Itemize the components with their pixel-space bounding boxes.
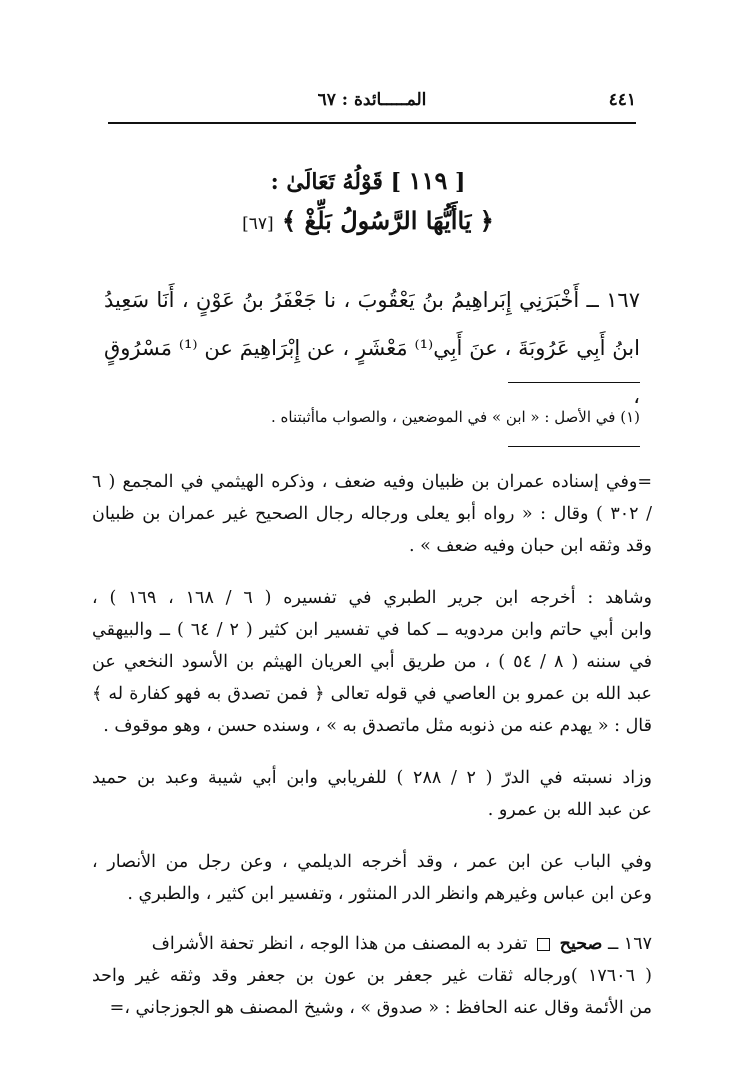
commentary-paragraph <box>92 466 652 562</box>
verse-text: ﴿ يَاأَيُّهَا الرَّسُولُ بَلِّغْ ﴾ <box>282 206 494 235</box>
commentary-line: من الأئمة وقال عنه الحافظ : « صدوق » ، وشيخ المصنف هو الجوزجاني ،= <box>109 998 652 1018</box>
commentary-line <box>92 928 652 960</box>
page-header <box>108 86 636 124</box>
heading-open-bracket: [ <box>455 169 466 195</box>
verse-heading <box>100 206 636 235</box>
commentary-line: وشاهد : أخرجه ابن جرير الطبري في تفسيره ( ٦ / ١٦٨ ، ١٦٩ ) ، <box>92 588 652 608</box>
running-title: المـــــائدة : ٦٧ <box>317 90 427 110</box>
hadith-line: ابنُ أَبِي عَرُوبَةَ ، عنَ أَبِي⁽¹⁾ مَعْشَرٍ ، عن إِبْرَاهِيمَ عن ⁽¹⁾ مَسْرُوقٍ ، <box>104 336 640 408</box>
commentary-paragraph <box>92 762 652 826</box>
commentary-paragraph <box>92 582 652 742</box>
commentary-line: / ٣٠٢ ) وقال : « رواه أبو يعلى ورجاله رجال الصحيح غير عمران بن ظبيان <box>92 504 652 524</box>
commentary-paragraph <box>92 846 652 910</box>
commentary-line: عبد الله بن عمرو بن العاصي في قوله تعالى ﴿ فمن تصدق به فهو كفارة له ﴾ <box>92 684 652 704</box>
commentary-line: وابن أبي حاتم وابن مردويه ــ كما في تفسير ابن كثير ( ٢ / ٦٤ ) ــ والبيهقي <box>92 620 653 640</box>
verse-reference: [٦٧] <box>242 214 274 234</box>
commentary-line: وعن ابن عباس وغيرهم وانظر الدر المنثور ، وتفسير ابن كثير ، والطبري . <box>127 884 652 904</box>
commentary-line: عن عبد الله بن عمرو . <box>487 800 652 820</box>
hadith-text <box>104 276 640 420</box>
page-number: ٤٤١ <box>608 90 636 110</box>
commentary-line: وفي الباب عن ابن عمر ، وقد أخرجه الديلمي ، وعن رجل من الأنصار ، <box>92 852 652 872</box>
footnote-separator <box>508 382 640 383</box>
hadith-number: ١٦٧ ــ <box>607 934 652 954</box>
grade-label: صحيح <box>559 934 603 954</box>
footnote: (١) في الأصل : « ابن » في الموضعين ، والصواب ماأثبتناه . <box>271 408 640 426</box>
heading-text: قَوْلُهُ تَعَالَىٰ : <box>270 169 383 195</box>
section-number: ١١٩ <box>408 166 448 195</box>
commentary-text: تفرد به المصنف من هذا الوجه ، انظر تحفة الأشراف <box>151 934 528 954</box>
commentary-line: ( ١٧٦٠٦ )ورجاله ثقات غير جعفر بن عون بن جعفر وقد وثقه غير واحد <box>92 966 653 986</box>
commentary-line: وزاد نسبته في الدرّ ( ٢ / ٢٨٨ ) للفريابي وابن أبي شيبة وعبد بن حميد <box>92 768 652 788</box>
commentary-line: =وفي إسناده عمران بن ظبيان وفيه ضعف ، وذكره الهيثمي في المجمع ( ٦ <box>92 472 652 492</box>
commentary-line: في سننه ( ٨ / ٥٤ ) ، من طريق أبي العريان الهيثم بن الأسود النخعي عن <box>92 652 653 672</box>
hadith-line: ١٦٧ ــ أَخْبَرَنِي إِبَراهِيمُ بنُ يَعْقُوبَ ، نا جَعْفَرُ بنُ عَوْنٍ ، أَنَا سَعِيدُ <box>104 288 640 312</box>
heading-close-bracket: ] <box>390 169 401 195</box>
commentary-paragraph <box>92 928 652 1024</box>
square-icon <box>537 938 550 951</box>
commentary-line: وقد وثقه ابن حبان وفيه ضعف » . <box>408 536 652 556</box>
commentary-separator <box>508 446 640 447</box>
section-heading <box>100 166 636 195</box>
commentary-line: قال : « يهدم عنه من ذنوبه مثل ماتصدق به » ، وسنده حسن ، وهو موقوف . <box>103 716 652 736</box>
